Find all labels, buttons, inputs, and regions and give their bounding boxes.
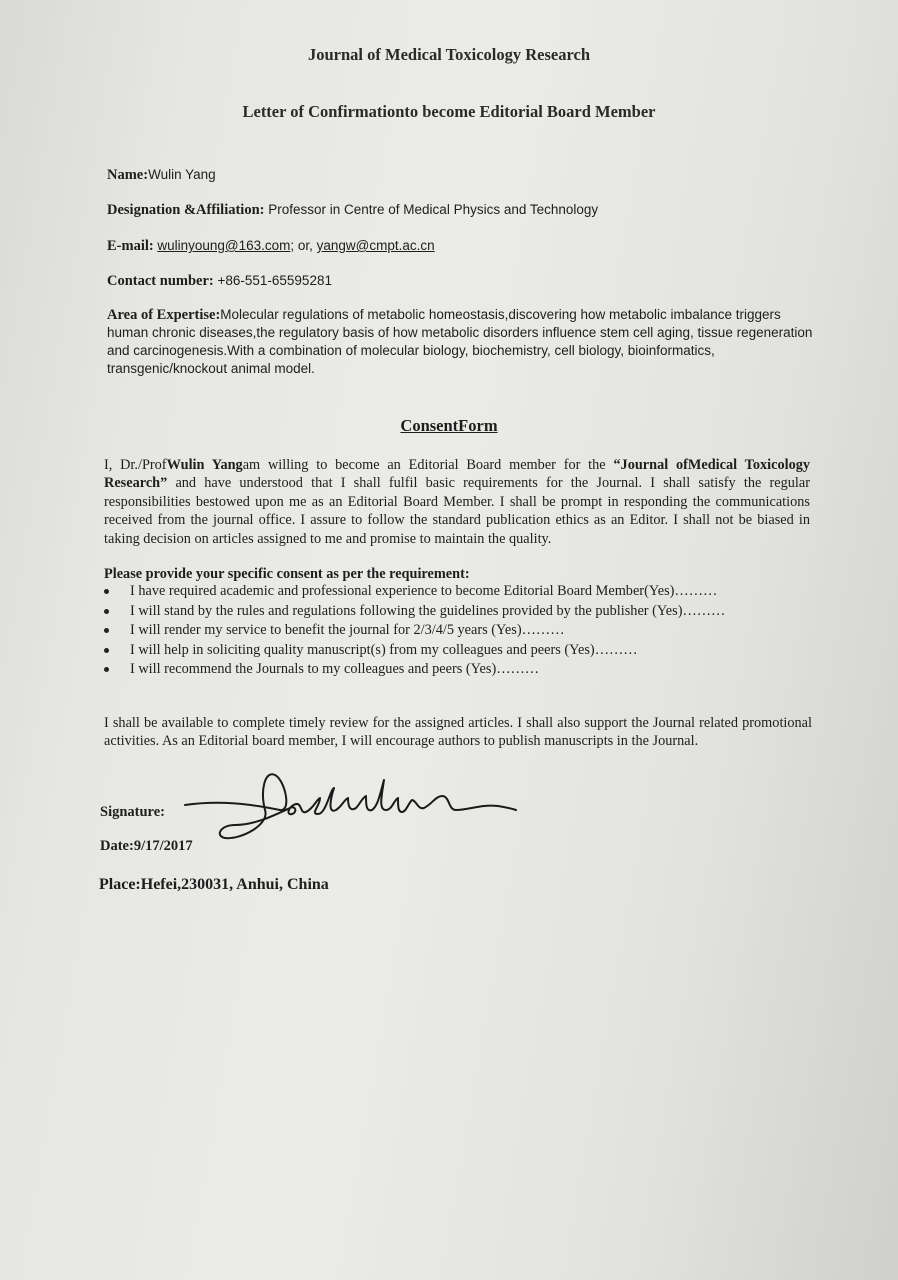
expertise-label: Area of Expertise:: [107, 307, 221, 323]
date-field: Date:9/17/2017: [100, 838, 193, 854]
list-item: I will stand by the rules and regulations following the guidelines provided by the publisher (Yes)………: [104, 602, 824, 622]
requirement-list: [104, 582, 824, 680]
list-item: I will help in soliciting quality manuscript(s) from my colleagues and peers (Yes)………: [104, 641, 824, 661]
contact-field: [107, 272, 827, 290]
name-label: Name:: [107, 167, 149, 183]
email-link-2[interactable]: yangw@cmpt.ac.cn: [316, 238, 435, 253]
requirement-heading: Please provide your specific consent as per the requirement:: [104, 566, 470, 582]
designation-field: [107, 201, 827, 219]
contact-label: Contact number:: [107, 273, 214, 289]
designation-label: Designation &Affiliation:: [107, 202, 265, 218]
consent-paragraph: [104, 456, 810, 548]
consent-text-2: am willing to become an Editorial Board member for the: [242, 457, 614, 473]
email-field: [107, 237, 827, 255]
handwritten-signature: [180, 770, 530, 850]
list-item: I will recommend the Journals to my colleagues and peers (Yes)………: [104, 660, 824, 680]
signature-label: Signature:: [100, 804, 165, 820]
bullet-icon: [104, 648, 109, 653]
consent-text-1: I, Dr./Prof: [104, 457, 167, 473]
bullet-icon: [104, 589, 109, 594]
place-field: Place:Hefei,230031, Anhui, China: [99, 876, 329, 893]
list-item: I will render my service to benefit the journal for 2/3/4/5 years (Yes)………: [104, 621, 824, 641]
bullet-icon: [104, 667, 109, 672]
contact-value: +86-551-65595281: [213, 273, 332, 288]
journal-title: Journal of Medical Toxicology Research: [307, 45, 590, 64]
expertise-field: [107, 306, 819, 378]
bullet-icon: [104, 609, 109, 614]
list-item: I have required academic and professional experience to become Editorial Board Member(Yes)………: [104, 582, 824, 602]
consent-name: Wulin Yang: [166, 457, 243, 473]
consent-journal: “Journal ofMedical Toxicology Research”: [104, 457, 811, 492]
consent-text-3: and have understood that I shall fulfil basic requirements for the Journal. I shall satisfy the regular responsibilities bestowed upon me as an Editorial Board Member. I shall be prompt in responding the communications received from the journal office. I assure to follow the standard publication ethics as an Editor. I shall not be biased in taking decision on articles assigned to me and promise to maintain the quality.: [104, 475, 810, 547]
email-separator: ; or,: [290, 238, 317, 253]
email-link-1[interactable]: wulinyoung@163.com: [157, 238, 291, 253]
letter-title: Letter of Confirmationto become Editorial Board Member: [242, 102, 656, 121]
name-value: Wulin Yang: [148, 167, 216, 182]
email-label: E-mail:: [107, 238, 154, 254]
name-field: [107, 166, 827, 184]
bullet-icon: [104, 628, 109, 633]
closing-paragraph: I shall be available to complete timely review for the assigned articles. I shall also support the Journal related promotional activities. As an Editorial board member, I will encourage authors to publish manuscripts in the Journal.: [104, 715, 812, 750]
expertise-value: Molecular regulations of metabolic homeostasis,discovering how metabolic imbalance triggers human chronic diseases,the regulatory basis of how metabolic disorders influence stem cell aging, tissue regeneration and carcinogenesis.With a combination of molecular biology, biochemistry, cell biology, bioinformatics, transgenic/knockout animal model.: [107, 307, 813, 376]
designation-value: Professor in Centre of Medical Physics and Technology: [264, 202, 599, 217]
consent-heading: ConsentForm: [400, 416, 498, 435]
